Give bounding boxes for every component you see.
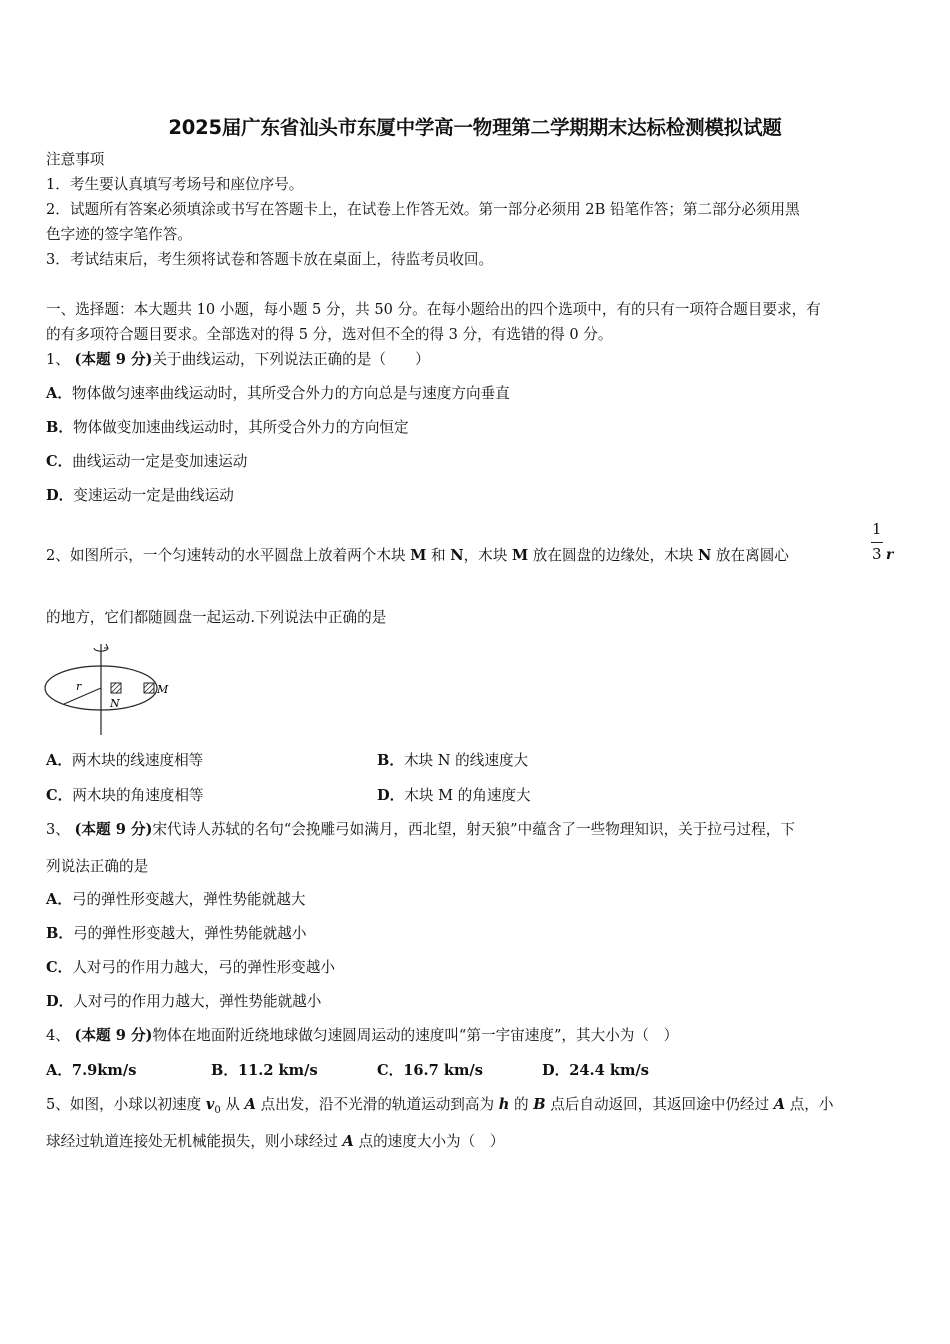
option-text: 24.4 km/s	[569, 1062, 649, 1079]
symbol-subscript: 0	[214, 1104, 221, 1116]
option-text: 人对弓的作用力越大，弓的弹性形变越小	[72, 959, 335, 976]
question-4-option-b	[211, 1060, 318, 1082]
stem-part: 的	[509, 1096, 534, 1113]
option-key: A．	[46, 752, 72, 769]
option-key: D．	[46, 993, 74, 1010]
question-number: 1、	[46, 351, 70, 368]
option-key: D．	[46, 487, 74, 504]
question-number: 3、	[46, 821, 70, 838]
option-text: 弓的弹性形变越大，弹性势能就越小	[72, 925, 307, 942]
option-text: 两木块的角速度相等	[72, 787, 204, 804]
notice-item: 1．考生要认真填写考场号和座位序号。	[46, 176, 304, 193]
question-tag: (本题 9 分)	[74, 1027, 153, 1044]
symbol-b: B	[533, 1096, 546, 1113]
option-text: 7.9km/s	[71, 1062, 137, 1079]
fraction-bar	[871, 542, 883, 543]
option-key: B．	[46, 419, 73, 436]
block-n-label: N	[110, 697, 120, 710]
option-key: B．	[211, 1062, 238, 1079]
stem-part: 点后自动返回，其返回途中仍经过	[545, 1096, 774, 1113]
notice-item: 2．试题所有答案必须填涂或书写在答题卡上，在试卷上作答无效。第一部分必须用 2B 铅笔作答；第二部分必须用黑	[46, 201, 800, 218]
fraction-variable: r	[886, 547, 894, 563]
option-text: 物体做匀速率曲线运动时，其所受合外力的方向总是与速度方向垂直	[71, 385, 510, 402]
symbol-v: v	[205, 1096, 215, 1113]
question-number: 4、	[46, 1027, 70, 1044]
stem-part: 放在离圆心	[711, 547, 789, 564]
question-5-stem-cont	[46, 1131, 908, 1153]
option-text: 物体做变加速曲线运动时，其所受合外力的方向恒定	[72, 419, 409, 436]
block-m-label: M	[157, 683, 169, 696]
rotating-disc-figure	[40, 638, 190, 738]
stem-part: 2、如图所示，一个匀速转动的水平圆盘上放着两个木块	[46, 547, 411, 564]
option-text: 弓的弹性形变越大，弹性势能就越大	[71, 891, 306, 908]
question-2-option-d	[377, 785, 531, 807]
option-key: D．	[377, 787, 405, 804]
question-2-option-a	[46, 750, 203, 772]
notice-heading: 注意事项	[46, 151, 105, 168]
label-m: M	[511, 547, 529, 564]
stem-part: 5、如图，小球以初速度	[46, 1096, 206, 1113]
question-3-stem	[46, 819, 908, 841]
question-4-stem	[46, 1025, 908, 1047]
radius-line	[64, 688, 101, 704]
question-2-stem	[46, 545, 908, 567]
option-text: 两木块的线速度相等	[71, 752, 204, 769]
stem-part: 球经过轨道连接处无机械能损失，则小球经过	[46, 1133, 343, 1150]
stem-part: ，木块	[463, 547, 512, 564]
option-text: 16.7 km/s	[403, 1062, 483, 1079]
radius-label: r	[76, 680, 82, 693]
question-4-option-c	[377, 1060, 483, 1082]
stem-part: 点出发，沿不光滑的轨道运动到高为	[255, 1096, 499, 1113]
option-key: A．	[46, 385, 72, 402]
symbol-a: A	[342, 1133, 354, 1150]
option-text: 变速运动一定是曲线运动	[73, 487, 234, 504]
option-text: 11.2 km/s	[237, 1062, 318, 1079]
symbol-h: h	[498, 1096, 510, 1113]
label-m: M	[410, 547, 427, 564]
question-5-stem	[46, 1094, 908, 1122]
stem-part: 点，小	[785, 1096, 834, 1113]
question-1-stem	[46, 349, 908, 371]
option-key: A．	[46, 1062, 72, 1079]
notice-item: 3．考试结束后，考生须将试卷和答题卡放在桌面上，待监考员收回。	[46, 251, 494, 268]
question-1-option-a	[46, 383, 908, 405]
section-intro: 的有多项符合题目要求。全部选对的得 5 分，选对但不全的得 3 分，有选错的得 0 分。	[46, 326, 613, 343]
symbol-a: A	[244, 1096, 256, 1113]
fraction-numerator: 1	[872, 520, 882, 538]
stem-part: 点的速度大小为（ ）	[353, 1133, 505, 1150]
option-key: D．	[542, 1062, 570, 1079]
question-2-stem-cont: 的地方，它们都随圆盘一起运动.下列说法中正确的是	[46, 609, 387, 626]
notice-item: 色字迹的签字笔作答。	[46, 226, 192, 243]
stem-part: 从	[220, 1096, 245, 1113]
option-text: 曲线运动一定是变加速运动	[72, 453, 248, 470]
option-key: C．	[46, 453, 73, 470]
question-tag: (本题 9 分)	[74, 821, 153, 838]
question-3-option-b	[46, 923, 908, 945]
question-2-option-c	[46, 785, 204, 807]
label-n: N	[450, 547, 464, 564]
question-2-option-b	[377, 750, 528, 772]
option-text: 木块 N 的线速度大	[403, 752, 529, 769]
symbol-a: A	[773, 1096, 786, 1113]
fraction-denominator: 3	[872, 545, 882, 563]
question-1-option-b	[46, 417, 908, 439]
option-key: B．	[46, 925, 73, 942]
stem-part: 和	[426, 547, 451, 564]
question-4-option-d	[542, 1060, 649, 1082]
question-3-stem-cont: 列说法正确的是	[46, 858, 149, 875]
stem-part: 放在圆盘的边缘处，木块	[528, 547, 698, 564]
question-3-option-a	[46, 889, 908, 911]
question-1-option-c	[46, 451, 908, 473]
option-text: 木块 M 的角速度大	[404, 787, 531, 804]
question-tag: (本题 9 分)	[74, 351, 153, 368]
option-key: B．	[377, 752, 404, 769]
question-3-option-c	[46, 957, 908, 979]
label-n: N	[697, 547, 712, 564]
option-key: A．	[46, 891, 72, 908]
option-key: C．	[46, 787, 73, 804]
option-text: 人对弓的作用力越大，弹性势能就越小	[73, 993, 322, 1010]
question-text: 物体在地面附近绕地球做匀速圆周运动的速度叫“第一宇宙速度”，其大小为（ ）	[152, 1027, 679, 1044]
fraction-one-third-r	[868, 520, 898, 570]
question-1-option-d	[46, 485, 908, 507]
question-text: 关于曲线运动，下列说法正确的是（ ）	[152, 351, 430, 368]
question-3-option-d	[46, 991, 908, 1013]
question-text: 宋代诗人苏轼的名句“会挽雕弓如满月，西北望，射天狼”中蕴含了一些物理知识，关于拉弓过程，下	[152, 821, 795, 838]
option-key: C．	[46, 959, 73, 976]
section-intro: 一、选择题：本大题共 10 小题，每小题 5 分，共 50 分。在每小题给出的四个选项中，有的只有一项符合题目要求，有	[46, 301, 821, 318]
page-title: 2025届广东省汕头市东厦中学高一物理第二学期期末达标检测模拟试题	[168, 116, 782, 139]
option-key: C．	[377, 1062, 404, 1079]
question-4-option-a	[46, 1060, 136, 1082]
